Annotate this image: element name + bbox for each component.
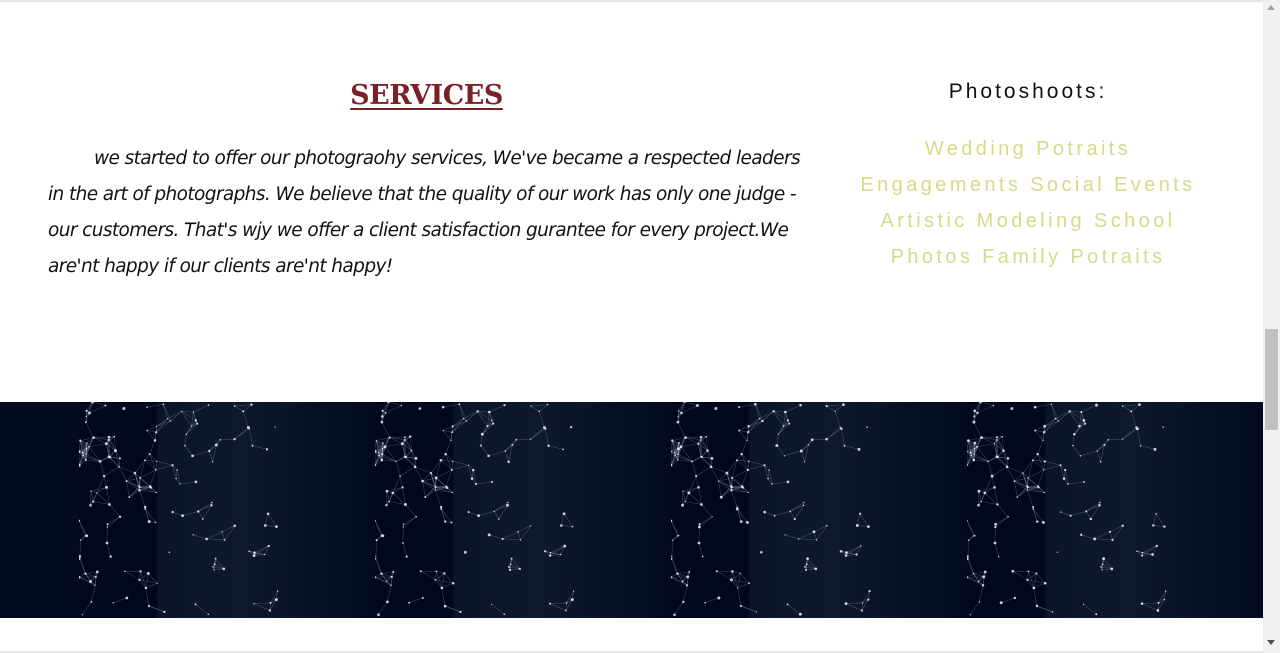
banner-tile-4	[967, 402, 1263, 618]
network-image-banner	[0, 402, 1263, 618]
network-constellation-image	[967, 402, 1263, 618]
network-constellation-image	[671, 402, 967, 618]
scroll-up-arrow-icon[interactable]	[1267, 5, 1275, 10]
vertical-scrollbar[interactable]	[1263, 0, 1280, 653]
banner-edge	[0, 402, 79, 618]
banner-tile-2	[375, 402, 671, 618]
banner-tile-1	[79, 402, 375, 618]
banner-tile-3	[671, 402, 967, 618]
top-divider	[0, 0, 1263, 2]
photoshoots-heading: Photoshoots:	[948, 80, 1108, 103]
photoshoots-list: Wedding Potraits Engagements Social Events Artistic Modeling School Photos Family Potraits	[860, 138, 1196, 268]
network-constellation-image	[375, 402, 671, 618]
services-heading: SERVICES	[350, 80, 503, 111]
network-constellation-image	[79, 402, 375, 618]
scroll-thumb[interactable]	[1265, 329, 1278, 430]
services-description: we started to offer our photograohy services, We've became a respected leaders in the art of photographs. We believe that the quality of our work has only one judge - our customers. That's wjy we offer a client satisfaction gurantee for every project.We are'nt happy if our clients are'nt happy!	[48, 148, 800, 277]
scroll-down-arrow-icon[interactable]	[1267, 640, 1275, 645]
